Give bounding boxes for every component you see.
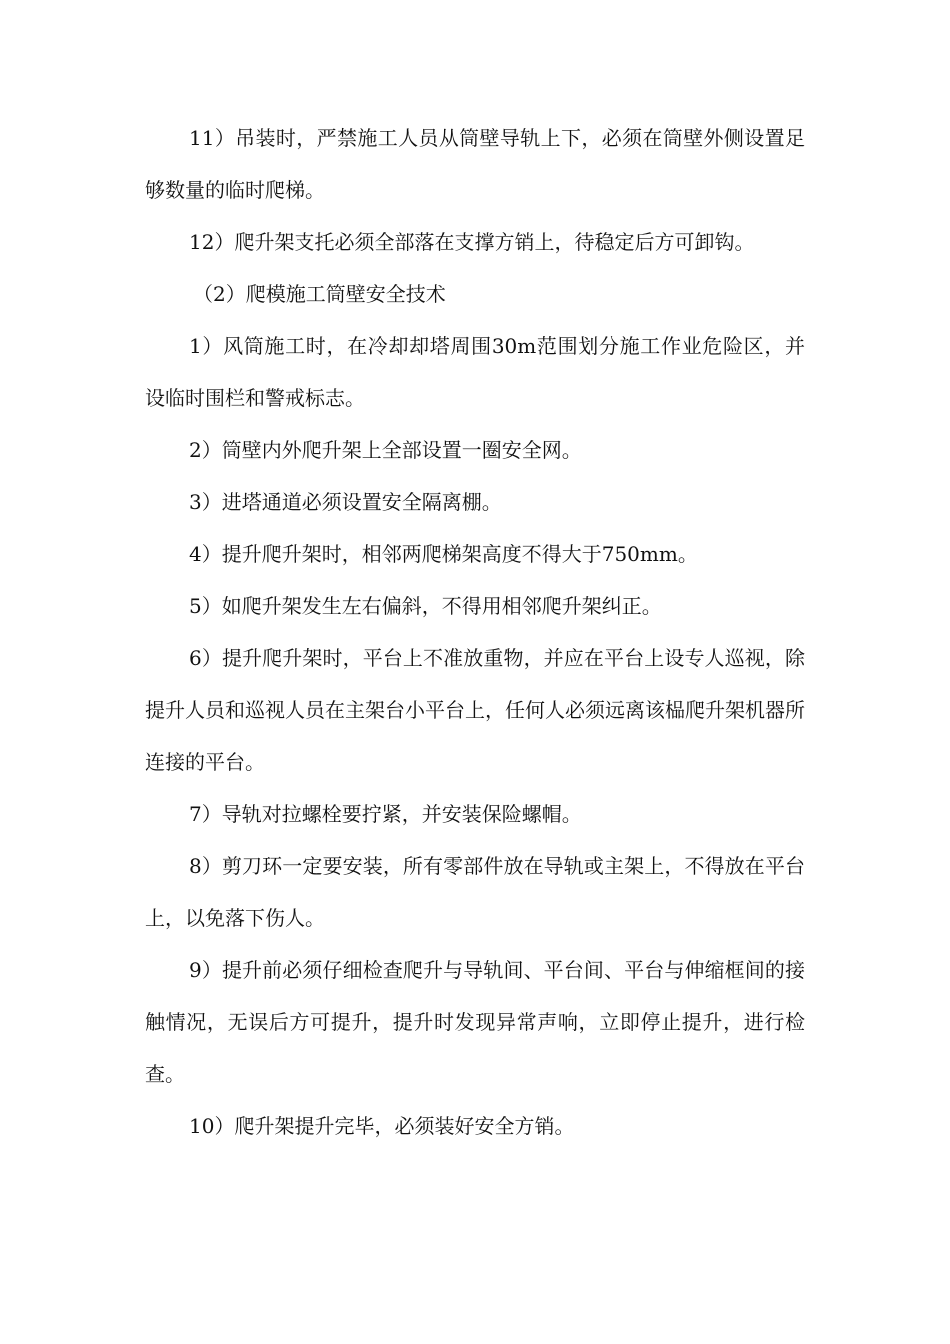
paragraph-item-7: 7）导轨对拉螺栓要拧紧，并安装保险螺帽。 [189,802,582,826]
section-heading: （2）爬模施工筒壁安全技术 [193,282,446,306]
paragraph-item-11: 11）吊装时，严禁施工人员从筒壁导轨上下，必须在筒壁外侧设置足够数量的临时爬梯。 [145,126,805,202]
paragraph-item-3: 3）进塔通道必须设置安全隔离棚。 [189,490,502,514]
paragraph-item-5: 5）如爬升架发生左右偏斜，不得用相邻爬升架纠正。 [189,594,662,618]
paragraph-item-8: 8）剪刀环一定要安装，所有零部件放在导轨或主架上，不得放在平台上，以免落下伤人。 [145,854,805,930]
paragraph-item-1: 1）风筒施工时，在冷却却塔周围30m范围划分施工作业危险区，并设临时围栏和警戒标志。 [145,334,805,410]
document-body [145,112,805,1152]
paragraph-item-12: 12）爬升架支托必须全部落在支撑方销上，待稳定后方可卸钩。 [189,230,755,254]
paragraph-item-10: 10）爬升架提升完毕，必须装好安全方销。 [189,1114,575,1138]
paragraph-item-4: 4）提升爬升架时，相邻两爬梯架高度不得大于750mm。 [189,542,698,566]
paragraph-item-9: 9）提升前必须仔细检查爬升与导轨间、平台间、平台与伸缩框间的接触情况，无误后方可提升，提升时发现异常声响，立即停止提升，进行检查。 [145,958,805,1086]
paragraph-item-6: 6）提升爬升架时，平台上不准放重物，并应在平台上设专人巡视，除提升人员和巡视人员在主架台小平台上，任何人必须远离该榀爬升架机器所连接的平台。 [145,646,805,774]
paragraph-item-2: 2）筒壁内外爬升架上全部设置一圈安全网。 [189,438,582,462]
